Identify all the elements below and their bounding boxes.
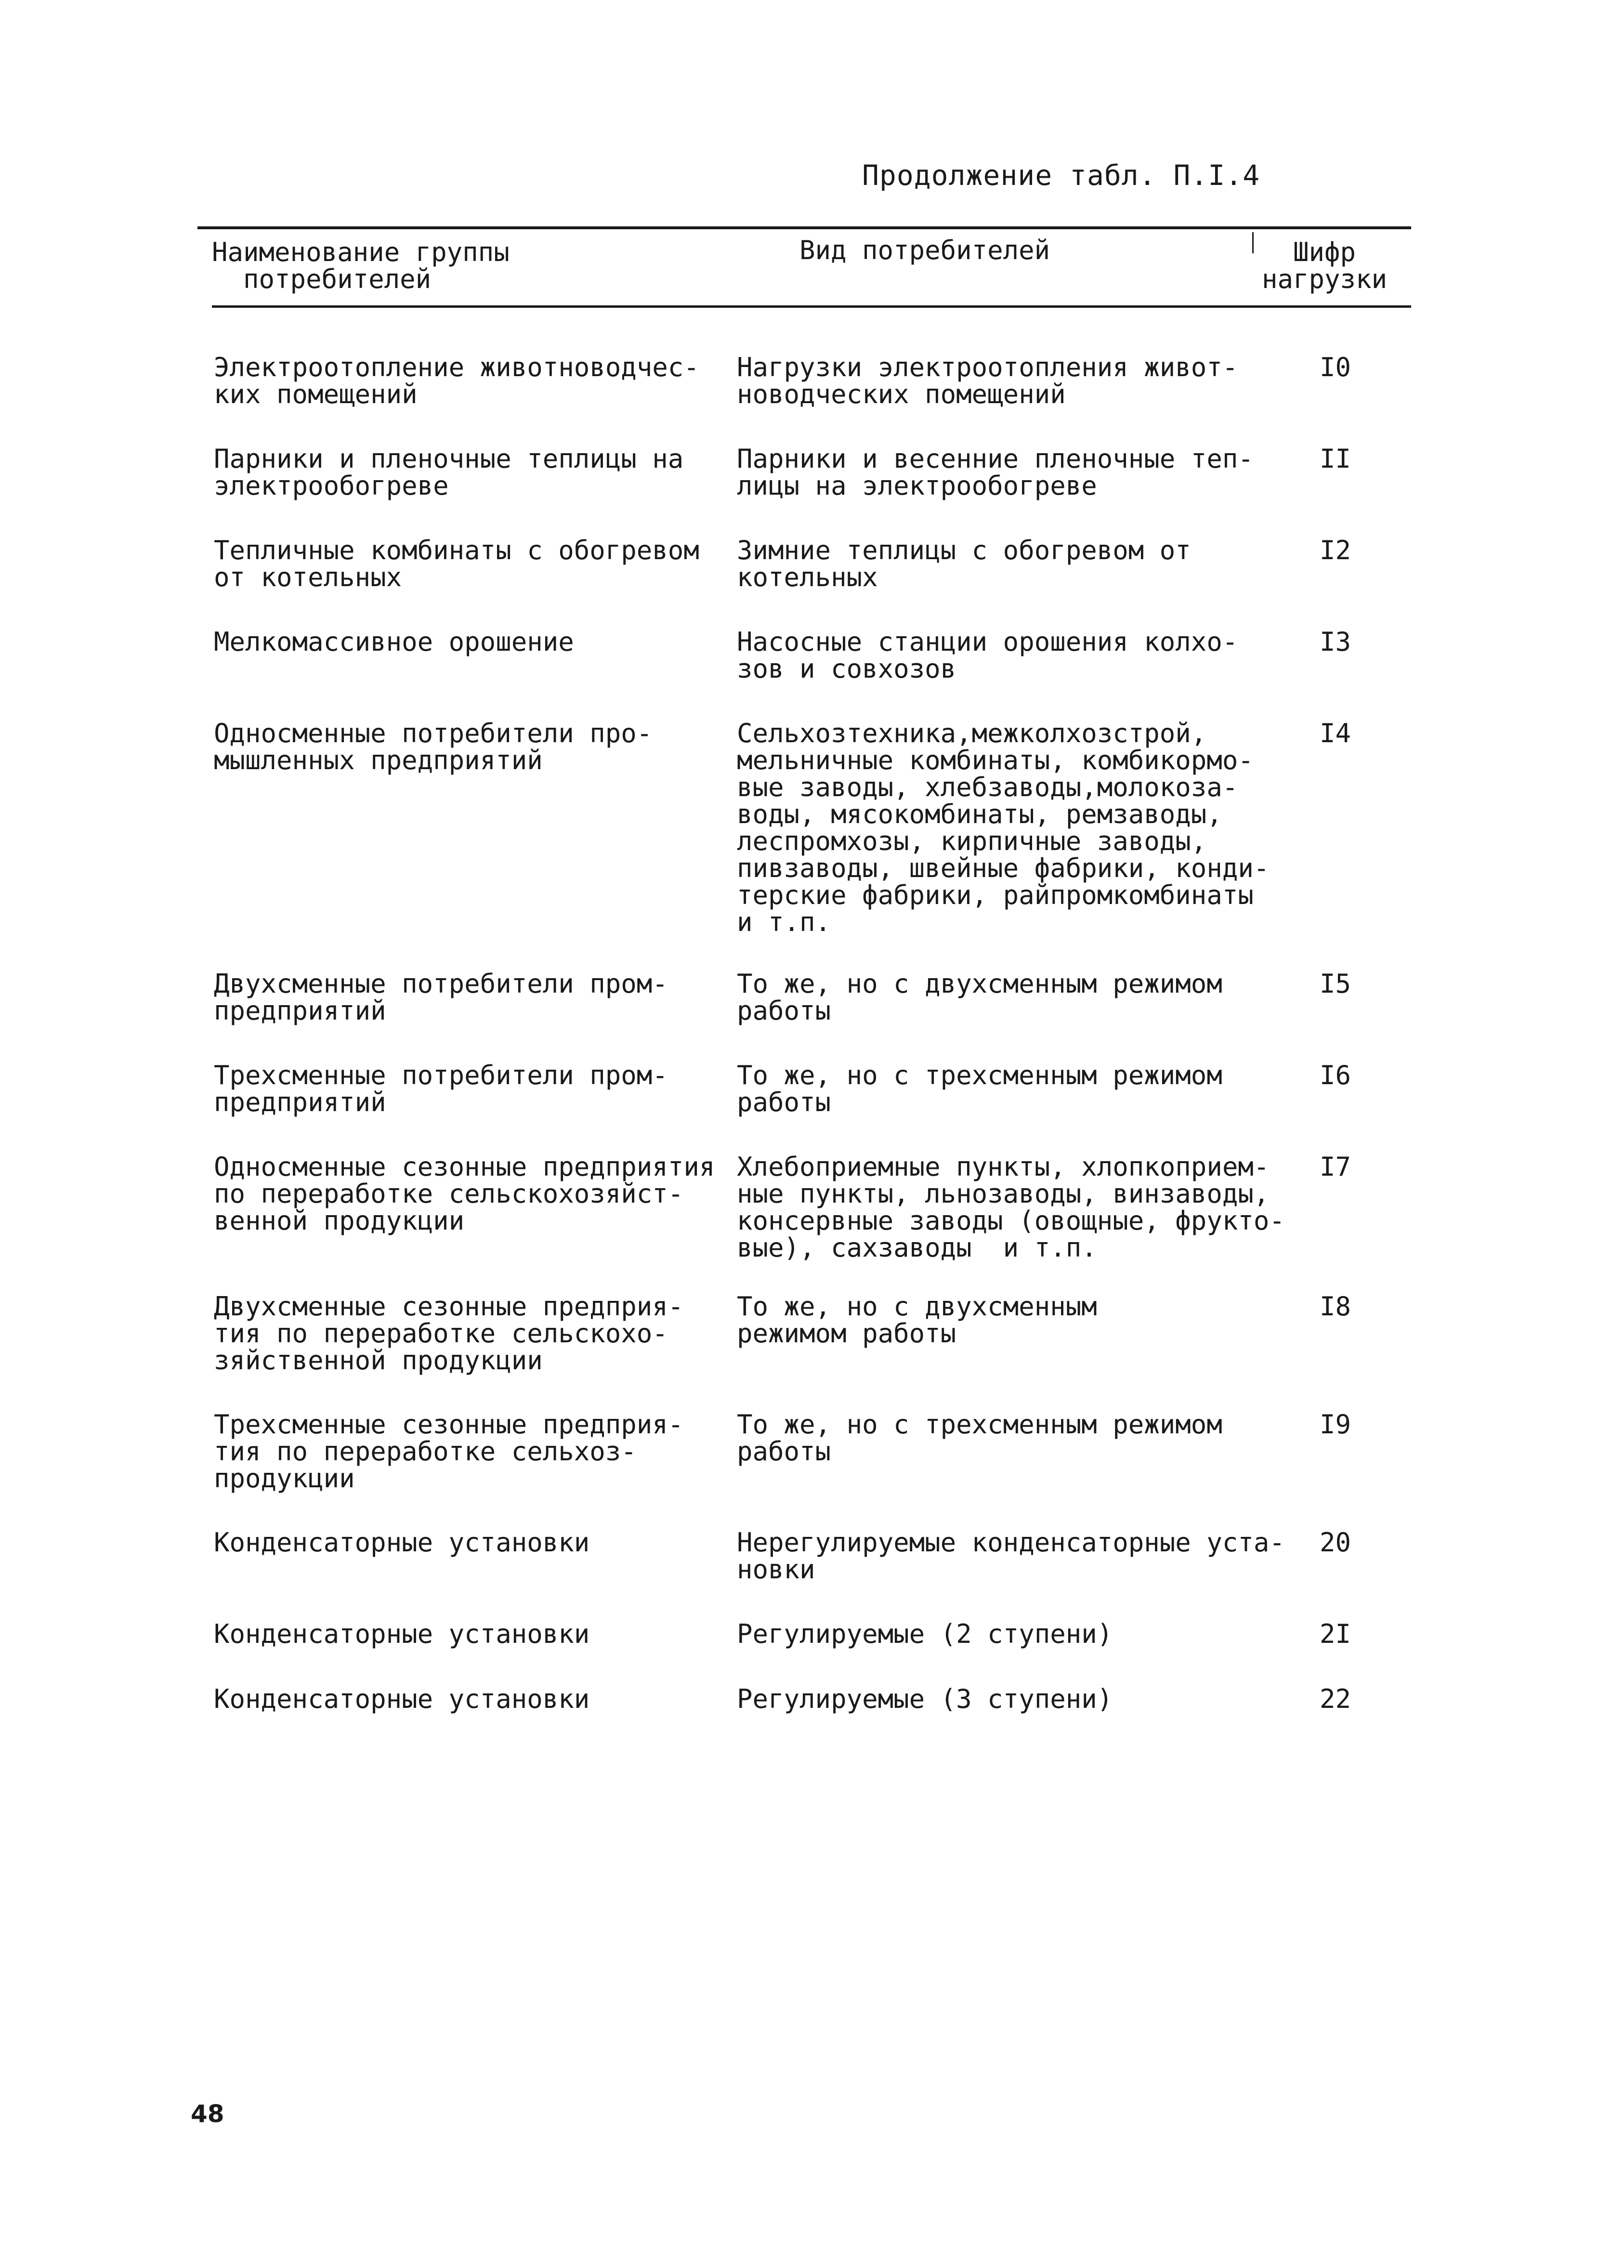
row-consumer-type: То же, но с двухсменным режимом работы xyxy=(737,969,1222,1026)
row-load-code: 2I xyxy=(1320,1619,1351,1649)
row-load-code: I0 xyxy=(1320,352,1351,382)
page-number: 48 xyxy=(191,2100,224,2128)
row-consumer-type: Сельхозтехника,межколхозстрой, мельничные комбинаты, комбикормо- вые заводы, хлебзаводы,молокоза- воды, мясокомбинаты, ремзаводы, леспромхозы, кирпичные заводы, пивзаводы, швейные фабрики, конди- терские фабрики, райпромкомбинаты и т.п. xyxy=(737,718,1270,937)
row-load-code: II xyxy=(1320,444,1351,474)
table-caption: Продолжение табл. П.I.4 xyxy=(862,159,1260,192)
header-bottom-rule xyxy=(212,305,1411,308)
header-group-name: Наименование группы потребителей xyxy=(212,237,510,294)
header-load-code: Шифр нагрузки xyxy=(1262,237,1388,294)
row-load-code: I4 xyxy=(1320,718,1351,748)
header-consumer-type: Вид потребителей xyxy=(799,235,1050,265)
row-consumer-type: Нагрузки электроотопления живот- новодческих помещений xyxy=(737,352,1238,409)
row-consumer-type: Нерегулируемые конденсаторные уста- новки xyxy=(737,1527,1285,1585)
row-consumer-type: Насосные станции орошения колхо- зов и совхозов xyxy=(737,627,1238,684)
row-load-code: I9 xyxy=(1320,1409,1351,1440)
row-group-name: Двухсменные сезонные предприя- тия по переработке сельскохо- зяйственной продукции xyxy=(214,1291,684,1376)
row-group-name: Тепличные комбинаты с обогревом от котельных xyxy=(214,535,699,592)
row-group-name: Двухсменные потребители пром- предприятий xyxy=(214,969,668,1026)
row-consumer-type: Парники и весенние пленочные теп- лицы на электрообогреве xyxy=(737,444,1254,501)
row-load-code: I2 xyxy=(1320,535,1351,565)
row-group-name: Односменные потребители про- мышленных предприятий xyxy=(214,718,653,775)
row-group-name: Трехсменные потребители пром- предприятий xyxy=(214,1060,668,1117)
row-consumer-type: То же, но с двухсменным режимом работы xyxy=(737,1291,1097,1349)
row-consumer-type: То же, но с трехсменным режимом работы xyxy=(737,1409,1222,1467)
row-group-name: Конденсаторные установки xyxy=(214,1684,590,1714)
row-load-code: I5 xyxy=(1320,969,1351,999)
header-top-rule xyxy=(197,226,1411,229)
row-consumer-type: Зимние теплицы с обогревом от котельных xyxy=(737,535,1191,592)
header-column-tick xyxy=(1252,232,1254,253)
row-load-code: I7 xyxy=(1320,1152,1351,1182)
row-consumer-type: Хлебоприемные пункты, хлопкоприем- ные пункты, льнозаводы, винзаводы, консервные заводы (овощные, фрукто- вые), сахзаводы и т.п. xyxy=(737,1152,1285,1263)
row-group-name: Парники и пленочные теплицы на электрообогреве xyxy=(214,444,684,501)
row-group-name: Электроотопление животноводчес- ких помещений xyxy=(214,352,699,409)
row-group-name: Конденсаторные установки xyxy=(214,1619,590,1649)
row-load-code: I3 xyxy=(1320,627,1351,657)
row-consumer-type: Регулируемые (2 ступени) xyxy=(737,1619,1113,1649)
row-consumer-type: Регулируемые (3 ступени) xyxy=(737,1684,1113,1714)
row-group-name: Односменные сезонные предприятия по переработке сельскохозяйст- венной продукции xyxy=(214,1152,715,1236)
row-load-code: 20 xyxy=(1320,1527,1351,1558)
row-consumer-type: То же, но с трехсменным режимом работы xyxy=(737,1060,1222,1117)
row-load-code: 22 xyxy=(1320,1684,1351,1714)
row-group-name: Мелкомассивное орошение xyxy=(214,627,574,657)
row-load-code: I6 xyxy=(1320,1060,1351,1090)
row-group-name: Трехсменные сезонные предприя- тия по переработке сельхоз- продукции xyxy=(214,1409,684,1494)
row-load-code: I8 xyxy=(1320,1291,1351,1322)
row-group-name: Конденсаторные установки xyxy=(214,1527,590,1558)
